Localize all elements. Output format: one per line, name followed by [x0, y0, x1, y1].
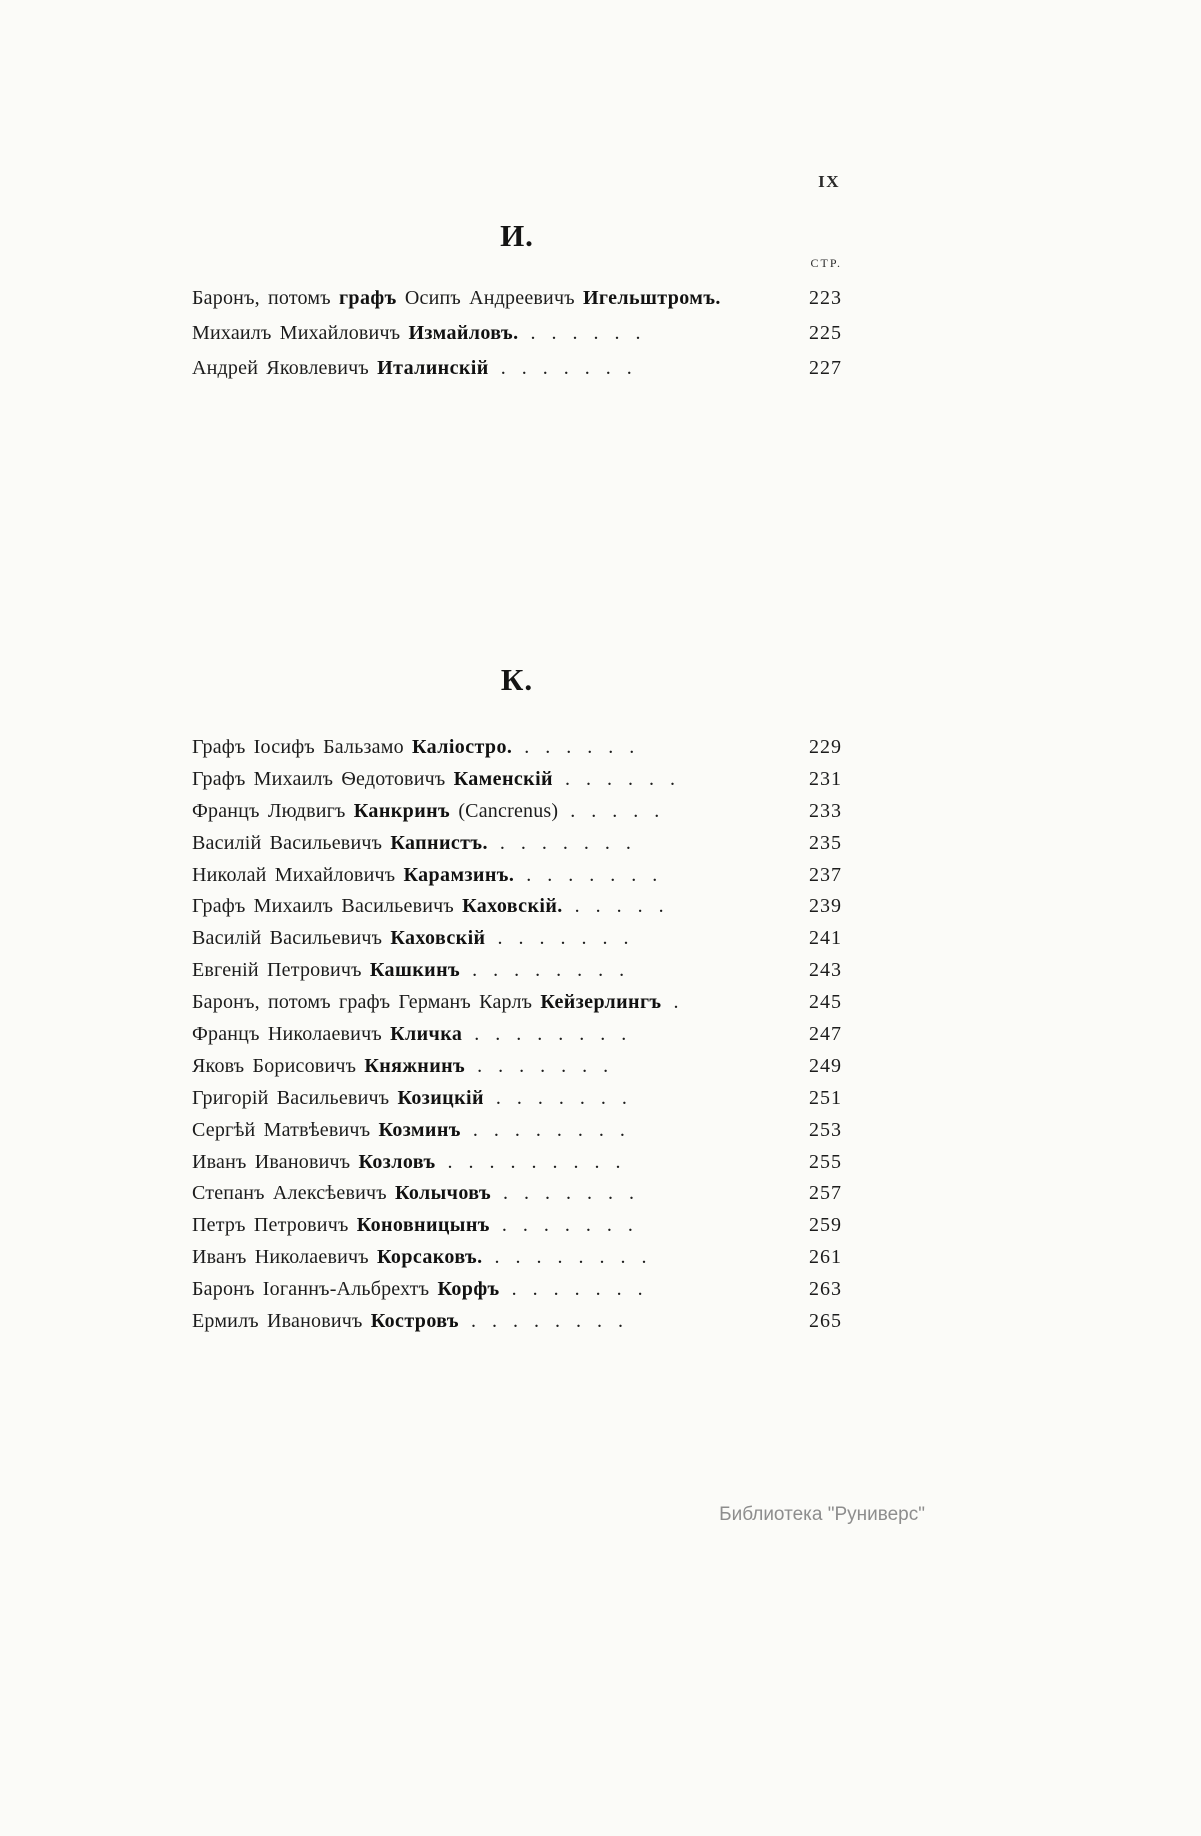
entry-page-number: 259 — [809, 1214, 842, 1237]
entry-name-part: Андрей Яковлевичъ — [192, 357, 378, 379]
entry-surname: Княжнинъ — [364, 1054, 466, 1077]
entry-name — [192, 281, 721, 316]
toc-entry — [192, 987, 842, 1019]
toc-entry — [192, 281, 842, 316]
entry-name-part: Графъ Михаилъ Васильевичъ — [192, 895, 463, 918]
entry-page-number: 233 — [809, 799, 842, 822]
entry-name-part: Графъ Іосифъ Бальзамо — [192, 736, 412, 758]
entry-name-part: Баронъ, потомъ графъ Германъ Карлъ — [192, 991, 541, 1014]
entry-page-number: 253 — [809, 1118, 842, 1141]
entry-name-part: Иванъ Николаевичъ — [192, 1246, 378, 1269]
entry-name — [192, 987, 661, 1019]
entry-name-part: Осипъ Андреевичъ — [396, 287, 583, 309]
entry-name-part: Николай Михайловичъ — [192, 863, 404, 886]
entry-name-part: Иванъ Ивановичъ — [192, 1150, 359, 1173]
entry-surname: Италинскій — [377, 357, 489, 379]
toc-entries-k — [192, 732, 842, 1338]
section-heading-i: И. — [500, 218, 534, 253]
entry-name — [192, 1019, 462, 1051]
entry-name-part: Михаилъ Михайловичъ — [192, 322, 409, 344]
toc-entry — [192, 860, 842, 892]
dot-leader: . . . . . . — [564, 767, 675, 790]
entry-name-part: Яковъ Борисовичъ — [192, 1054, 365, 1077]
entry-surname: Костровъ — [370, 1310, 459, 1333]
dot-leader: . . . . . . . — [499, 831, 631, 854]
entry-name — [192, 351, 489, 386]
dot-leader: . . . . . — [574, 895, 664, 918]
toc-entry — [192, 796, 842, 828]
entry-page-number: 225 — [809, 322, 842, 344]
entry-surname: Корфъ — [437, 1278, 500, 1301]
entry-page-number: 265 — [809, 1310, 842, 1333]
entry-name — [192, 732, 512, 764]
entry-name — [192, 860, 514, 892]
entry-surname: Канкринъ — [353, 799, 451, 822]
entry-surname: Каховскій. — [462, 895, 563, 918]
entry-page-number: 239 — [809, 895, 842, 918]
entry-page-number: 247 — [809, 1023, 842, 1046]
entry-page-number: 245 — [809, 991, 842, 1014]
entry-surname: Каменскій — [453, 767, 553, 790]
toc-entry — [192, 1115, 842, 1147]
entry-name — [192, 828, 488, 860]
toc-entry — [192, 1051, 842, 1083]
dot-leader: . . . . . . . . — [474, 1023, 627, 1046]
entry-name — [192, 1210, 490, 1242]
entry-name-part: Францъ Людвигъ — [192, 799, 354, 822]
entry-name-part: Ермилъ Ивановичъ — [192, 1310, 371, 1333]
dot-leader: . . . . . . . . — [494, 1246, 647, 1269]
entry-page-number: 249 — [809, 1054, 842, 1077]
entry-name — [192, 316, 518, 351]
entry-page-number: 251 — [809, 1086, 842, 1109]
dot-leader: . . . . . . . — [497, 927, 629, 950]
entry-surname: Кейзерлингъ — [540, 991, 662, 1014]
toc-entry — [192, 351, 842, 386]
entry-name — [192, 891, 563, 923]
entry-page-number: 227 — [809, 357, 842, 379]
toc-entry — [192, 1210, 842, 1242]
entry-page-number: 241 — [809, 927, 842, 950]
dot-leader: . . . . . — [570, 799, 660, 822]
toc-entry — [192, 764, 842, 796]
entry-name — [192, 1306, 459, 1338]
page-column-label: СТР. — [810, 256, 842, 270]
entry-surname: Кличка — [390, 1023, 463, 1046]
dot-leader: . . . . . . . . — [472, 1118, 625, 1141]
entry-name-part: Евгеній Петровичъ — [192, 959, 370, 982]
entry-name-part: Григорій Васильевичъ — [192, 1086, 398, 1109]
toc-entry — [192, 891, 842, 923]
dot-leader: . — [673, 991, 679, 1014]
entry-surname: Игельштромъ. — [582, 287, 721, 309]
entry-name — [192, 1083, 484, 1115]
dot-leader: . . . . . . — [530, 322, 641, 344]
entry-surname: Корсаковъ. — [377, 1246, 483, 1269]
entry-surname: Козицкій — [397, 1086, 484, 1109]
entry-page-number: 263 — [809, 1278, 842, 1301]
entry-surname: Каліостро. — [412, 736, 513, 758]
entry-name — [192, 764, 553, 796]
page-number-top: IX — [818, 172, 840, 191]
entry-surname: Колычовъ — [395, 1182, 492, 1205]
entry-name — [192, 1178, 491, 1210]
dot-leader: . . . . . . . — [501, 1214, 633, 1237]
entry-name — [192, 923, 485, 955]
entry-surname: графъ — [338, 287, 397, 309]
dot-leader: . . . . . . . . . — [447, 1150, 621, 1173]
dot-leader: . . . . . . . . — [472, 959, 625, 982]
toc-entry — [192, 923, 842, 955]
entry-name — [192, 955, 460, 987]
toc-entry — [192, 1242, 842, 1274]
entry-page-number: 255 — [809, 1150, 842, 1173]
dot-leader: . . . . . . . — [495, 1086, 627, 1109]
entry-name — [192, 1274, 500, 1306]
entry-surname: Карамзинъ. — [403, 863, 515, 886]
entry-surname: Каховскій — [390, 927, 486, 950]
entry-name — [192, 1115, 461, 1147]
watermark: Библиотека "Руниверс" — [719, 1504, 925, 1525]
entry-surname: Коновницынъ — [356, 1214, 490, 1237]
entry-name — [192, 796, 558, 828]
entry-page-number: 257 — [809, 1182, 842, 1205]
entry-page-number: 237 — [809, 863, 842, 886]
toc-entry — [192, 1274, 842, 1306]
entry-surname: Кашкинъ — [369, 959, 461, 982]
entry-name-part: Степанъ Алексѣевичъ — [192, 1182, 395, 1205]
entry-page-number: 231 — [809, 767, 842, 790]
entry-surname: Капнистъ. — [390, 831, 488, 854]
entry-page-number: 243 — [809, 959, 842, 982]
toc-entry — [192, 1083, 842, 1115]
toc-entry — [192, 1019, 842, 1051]
entry-page-number: 261 — [809, 1246, 842, 1269]
entry-name — [192, 1242, 483, 1274]
toc-entry — [192, 1147, 842, 1179]
entry-name — [192, 1147, 436, 1179]
toc-entries-i — [192, 281, 842, 386]
dot-leader: . . . . . . . — [477, 1054, 609, 1077]
toc-entry — [192, 955, 842, 987]
entry-name — [192, 1051, 465, 1083]
dot-leader: . . . . . . . — [500, 357, 632, 379]
entry-name-part: Баронъ, потомъ — [192, 287, 339, 309]
entry-surname: Измайловъ. — [408, 322, 519, 344]
toc-entry — [192, 732, 842, 764]
section-k — [192, 662, 842, 1338]
entry-name-part: Баронъ Іоганнъ-Альбрехтъ — [192, 1278, 438, 1301]
text-column — [192, 0, 842, 1836]
entry-name-part: Василій Васильевичъ — [192, 831, 391, 854]
entry-page-number: 235 — [809, 831, 842, 854]
entry-surname: Козловъ — [358, 1150, 436, 1173]
toc-entry — [192, 1178, 842, 1210]
entry-name-part: Петръ Петровичъ — [192, 1214, 357, 1237]
dot-leader: . . . . . . . . — [471, 1310, 623, 1333]
toc-entry — [192, 1306, 842, 1338]
entry-name-part: (Cancrenus) — [450, 799, 559, 822]
toc-entry — [192, 316, 842, 351]
entry-name-part: Графъ Михаилъ Ѳедотовичъ — [192, 767, 454, 790]
section-heading-k: К. — [500, 662, 534, 697]
dot-leader: . . . . . . . — [526, 863, 658, 886]
entry-surname: Козминъ — [378, 1118, 461, 1141]
dot-leader: . . . . . . . — [503, 1182, 635, 1205]
toc-entry — [192, 828, 842, 860]
dot-leader: . . . . . . — [524, 736, 635, 758]
entry-name-part: Василій Васильевичъ — [192, 927, 391, 950]
entry-page-number: 229 — [809, 736, 842, 758]
entry-name-part: Францъ Николаевичъ — [192, 1023, 391, 1046]
entry-page-number: 223 — [809, 287, 842, 309]
dot-leader: . . . . . . . — [511, 1278, 643, 1301]
section-i — [192, 218, 842, 386]
entry-name-part: Сергѣй Матвѣевичъ — [192, 1118, 379, 1141]
